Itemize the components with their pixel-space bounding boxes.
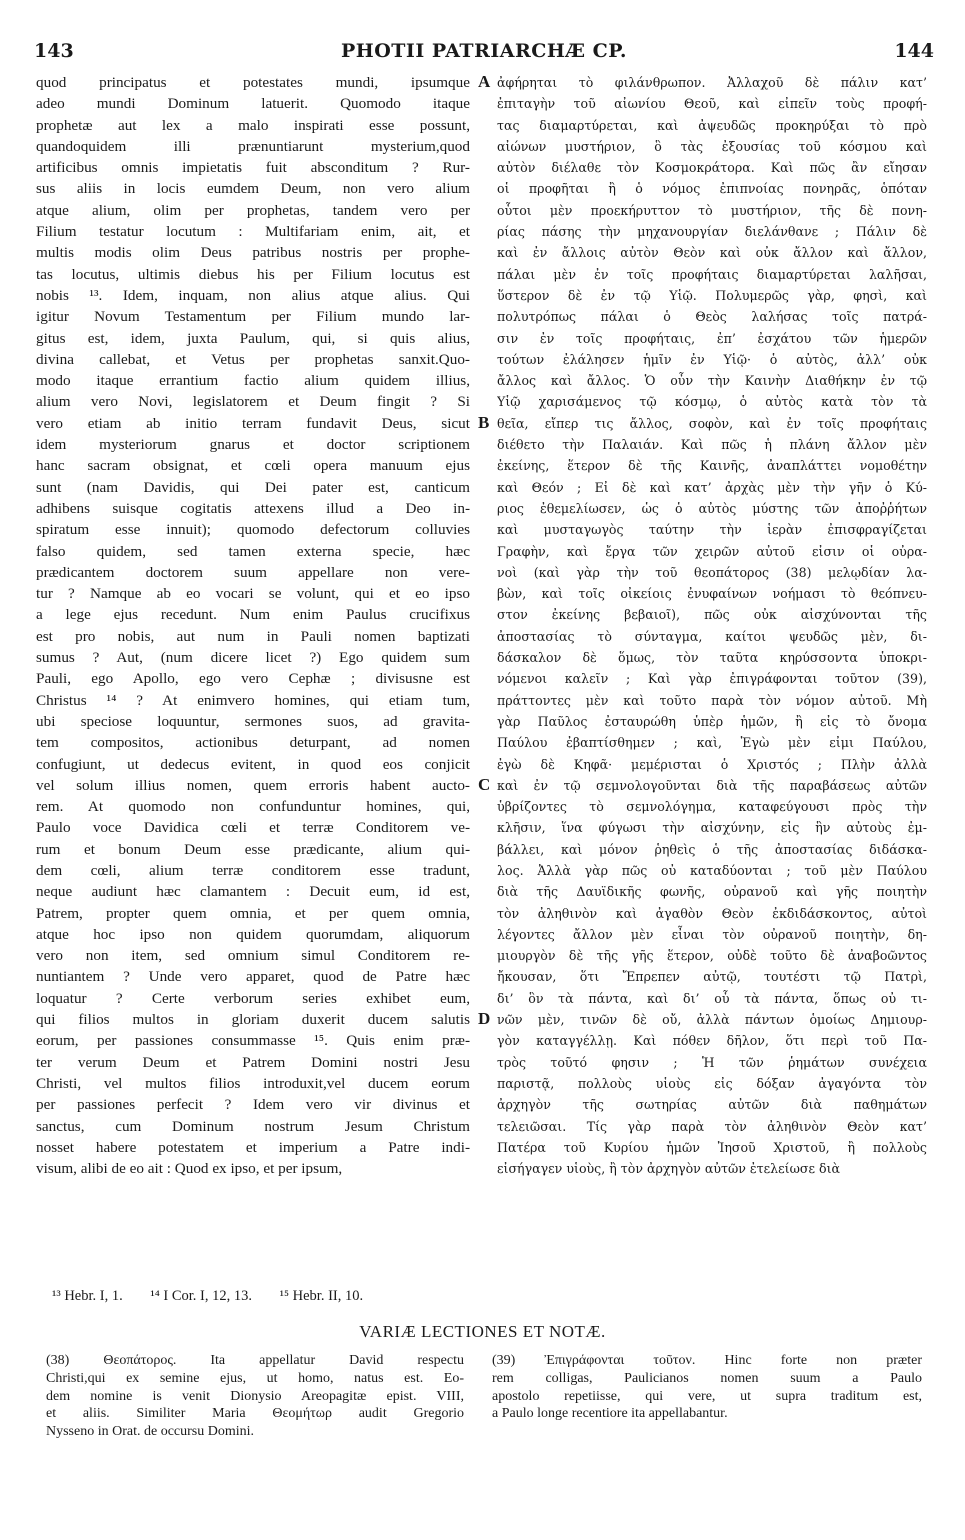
footnote-15: ¹⁵ Hebr. II, 10. bbox=[279, 1288, 364, 1304]
footnote-14: ¹⁴ I Cor. I, 12, 13. bbox=[150, 1288, 252, 1304]
greek-text-line: διέθετο τὴν Παλαιάν. Καὶ πῶς ἡ πλάνη ἄλλον μὲν bbox=[497, 437, 927, 453]
section-marker-b: B bbox=[478, 413, 490, 432]
greek-text-line: αὐτὸν διέλαθε τὸν Κοσμοκράτορα. Καὶ πῶς ἂν εἴησαν bbox=[497, 160, 927, 176]
section-marker-c: C bbox=[478, 775, 491, 794]
greek-text-line: ἀποστασίας τὸ σύνταγμα, καίτοι ψευδῶς μὲν, δι- bbox=[497, 628, 927, 644]
latin-text-line: falso quidem, sed tamen externa specie, hæc bbox=[36, 542, 470, 560]
latin-text-line: ubi speciose loquuntur, sermones suos, ad gravita- bbox=[36, 712, 470, 730]
note-text-line: (39) Ἐπιγράφονται τοῦτον. Hinc forte non præter bbox=[492, 1353, 922, 1368]
latin-text-line: prædicantem doctorem suum appellare non vere- bbox=[36, 563, 470, 581]
greek-text-line: τούτων ἐλάλησεν ἡμῖν ἐν Υἱῷ· ὁ αὐτὸς, ἀλλ’ οὐκ bbox=[497, 351, 927, 367]
greek-text-line: ρίας πάσης τὴν μηχανουργίαν διελάνθανε ; Πάλιν δὲ bbox=[497, 224, 927, 240]
greek-text-line: Παύλου ἐβαπτίσθημεν ; καὶ, Ἐγὼ μὲν εἰμι Παύλου, bbox=[497, 735, 927, 751]
greek-text-line: εἰσήγαγεν υἱοὺς, ἢ τὸν ἀρχηγὸν αὐτῶν ἐτελείωσε διὰ bbox=[497, 1161, 841, 1177]
latin-text-line: Pauli, ego Apollo, ego vero Cephæ ; divisusne est bbox=[36, 670, 470, 688]
greek-text-line: ριος ἐθεμελίωσεν, ὡς ὁ αὐτὸς μύστης τῶν ἀποῤῥήτων bbox=[497, 500, 927, 516]
greek-text-line: ἀφήρηται τὸ φιλάνθρωπον. Ἀλλαχοῦ δὲ πάλιν κατ’ bbox=[497, 75, 927, 90]
latin-text-line: idem mysteriorum gnarus et doctor scriptionem bbox=[36, 436, 470, 454]
greek-text-line: ἐγὼ δὲ Κηφᾶ· μεμέρισται ὁ Χριστός ; Πλὴν ἀλλὰ bbox=[497, 756, 927, 772]
latin-text-line: artificibus omnis impietatis fuit absconditum ? Rur- bbox=[36, 159, 470, 177]
latin-text-line: Filium testatur locutum : Multifariam enim, ait, et bbox=[36, 223, 470, 241]
latin-text-line: Christus ¹⁴ ? At enimvero homines, qui etiam tum, bbox=[36, 691, 470, 709]
greek-column bbox=[497, 72, 927, 1179]
greek-text-line: νοὶ (καὶ γὰρ τὴν τοῦ θεοπάτορος (38) μελῳδίαν λα- bbox=[497, 564, 927, 580]
page-number-left: 143 bbox=[34, 40, 74, 62]
greek-text-line: σιν ἐν τοῖς προφήταις, ἐπ’ ἐσχάτου τῶν ἡμερῶν bbox=[497, 330, 927, 346]
latin-text-line: hanc sacram obsignat, et cœli opera manuum ejus bbox=[36, 457, 470, 475]
greek-text-line: ὑβρίζοντες τὸ σεμνολόγημα, καταφεύγουσι πρὸς τὴν bbox=[497, 799, 927, 815]
greek-text-line: βὼν, καὶ τοῖς οἰκείοις ἐνυφαίνων νοήμασι τὸ θεόπνευ- bbox=[497, 586, 927, 602]
note-text-line: rem colligas, Paulicianos nomen suum a Paulo bbox=[492, 1370, 922, 1386]
latin-text-line: tas locutus, ultimis diebus his per Filium locutus est bbox=[36, 265, 470, 283]
latin-text-line: sunt (nam Davidis, qui Dei pater est, canticum bbox=[36, 478, 470, 496]
greek-text-line: τελειῶσαι. Τίς γὰρ παρὰ τὸν ἀληθινὸν Θεὸν κατ’ bbox=[497, 1118, 927, 1134]
section-marker-d: D bbox=[478, 1009, 491, 1028]
latin-text-line: Paulo voce Davidica cœli et terræ Conditorem ve- bbox=[36, 819, 470, 837]
greek-text-line: ἀρχηγὸν τῆς σωτηρίας αὐτῶν διὰ παθημάτων bbox=[497, 1097, 927, 1113]
greek-text-line: αἰώνων μυστήριον, ὃ τὰς ἐξουσίας τοῦ κόσμου καὶ bbox=[497, 138, 927, 154]
greek-text-line: νόμενοι καλεῖν ; Καὶ γὰρ ἐπιγράφονται τοῦτον (39), bbox=[497, 671, 927, 687]
latin-text-line: gitus est, idem, juxta Paulum, qui, si quis alius, bbox=[36, 329, 470, 347]
latin-text-line: modo itaque errantium factio alium quidem illius, bbox=[36, 372, 470, 390]
latin-text-line: qui filios multos in gloriam duxerit ducem salutis bbox=[36, 1011, 470, 1029]
notes-heading: VARIÆ LECTIONES ET NOTÆ. bbox=[359, 1322, 606, 1341]
latin-text-line: sumus ? Aut, (num dicere licet ?) Ego quidem sum bbox=[36, 649, 470, 667]
greek-text-line: ἤκουσαν, ὅτι Ἔπρεπεν αὐτῷ, τουτέστι τῷ Πατρὶ, bbox=[497, 969, 927, 985]
greek-text-line: πάλαι μὲν ἐν τοῖς προφήταις διαμαρτύρεται λαλῆσαι, bbox=[497, 266, 927, 282]
greek-text-line: ἐπιταγὴν τοῦ αἰωνίου Θεοῦ, καὶ εἰπεῖν τοὺς προφή- bbox=[497, 96, 927, 112]
note-text-line: et aliis. Similiter Maria Θεομήτωρ audit Gregorio bbox=[46, 1406, 464, 1422]
latin-text-line: vero non item, sed omnium simul Conditorem re- bbox=[36, 947, 470, 965]
latin-text-line: dem cœli, alium terræ conditorem esse tradunt, bbox=[36, 861, 470, 879]
greek-text-line: λέγοντες ἄλλον μὲν εἶναι τὸν οὐρανοῦ ποιητὴν, δη- bbox=[497, 926, 927, 942]
note-text-line: dem nomine is venit Dionysio Areopagitæ epist. VIII, bbox=[46, 1388, 464, 1404]
greek-text-line: δάσκαλον δὲ ὅμως, τὸν ταῦτα κηρύσσοντα ὑποκρι- bbox=[497, 650, 927, 666]
latin-text-line: adeo mundi Dominum latuerit. Quomodo itaque bbox=[36, 95, 470, 113]
latin-text-line: quod principatus et potestates mundi, ipsumque bbox=[36, 74, 470, 91]
footnote-13: ¹³ Hebr. I, 1. bbox=[52, 1288, 123, 1304]
greek-text-line: κλῆσιν, ἵνα φύγωσι τὴν αἰσχύνην, εἰς ἣν αὐτοὺς ἐμ- bbox=[497, 820, 927, 836]
greek-text-line: καὶ ἐν ἄλλοις αὐτὸν Θεὸν καὶ οὐκ ἄλλον καὶ ἄλλον, bbox=[497, 245, 927, 261]
greek-text-line: ἄλλος καὶ ἄλλος. Ὁ οὖν τὴν Καινὴν Διαθήκην ἐν τῷ bbox=[497, 373, 927, 389]
greek-text-line: Υἱῷ χαρισάμενος τῷ κόσμῳ, ὁ αὐτὸς κατὰ τὸν τὰ bbox=[497, 394, 927, 410]
greek-text-line: μιουργὸν δὲ τῆς γῆς ἕτερον, οὐδὲ τοῦτο δὲ ἀναβοῶντος bbox=[497, 948, 927, 964]
latin-text-line: adhibens suisque cogitatis attexens illud a Deo in- bbox=[36, 499, 470, 517]
latin-text-line: Christi, vel multos filios introduxit,vel ducem eorum bbox=[36, 1074, 470, 1092]
latin-text-line: confugiunt, ut dedecus evitent, in quod eos conjicit bbox=[36, 755, 470, 773]
greek-text-line: τὸν ἀληθινὸν καὶ ἀγαθὸν Θεὸν ἐκδιδάσκοντος, αὐτοὶ bbox=[497, 905, 927, 921]
latin-text-line: spiratum esse innuit); quomodo defectorum colluvies bbox=[36, 521, 470, 539]
latin-text-line: sanctus, cum Dominum nostrum Jesum Christum bbox=[36, 1117, 470, 1135]
latin-text-line: a lege ejus recedunt. Num enim Paulus crucifixus bbox=[36, 606, 470, 624]
greek-text-line: παριστᾷ, πολλοὺς υἱοὺς εἰς δόξαν ἀγαγόντα τὸν bbox=[497, 1075, 927, 1091]
section-marker-a: A bbox=[478, 72, 491, 91]
latin-text-line: rem. At quomodo non confunduntur homines, qui, bbox=[36, 798, 470, 816]
note-39 bbox=[492, 1352, 922, 1423]
latin-text-line: eorum, per passiones consummasse ¹⁵. Quis enim præ- bbox=[36, 1032, 470, 1050]
note-38 bbox=[46, 1352, 464, 1441]
latin-text-line: ter verum Deum et Patrem Domini nostri Jesu bbox=[36, 1053, 470, 1071]
latin-text-line: nuntiantem ? Unde vero apparet, quod de Patre hæc bbox=[36, 968, 470, 986]
latin-text-line: alium vero Novi, legislatorem et Deum fingit ? Si bbox=[36, 393, 470, 411]
latin-text-line: est pro nobis, aut num in Pauli nomen baptizati bbox=[36, 627, 470, 645]
latin-text-line: loquatur ? Certe verborum series exhibet eum, bbox=[36, 989, 470, 1007]
latin-text-line: tem compositos, actionibus deturpant, ad nomen bbox=[36, 734, 470, 752]
greek-text-line: τας διαμαρτύρεται, καὶ ἀψευδῶς προκηρύξαι τὸ πρὸ bbox=[497, 117, 927, 133]
latin-text-line: divina callebat, et Vetus per prophetas sanxit.Quo- bbox=[36, 350, 470, 368]
latin-text-line: vel solum illius nomen, quem erroris habent aucto- bbox=[36, 776, 470, 794]
note-text-line: a Paulo longe recentiore ita appellabantur. bbox=[492, 1406, 728, 1422]
note-text-line: Nysseno in Orat. de occursu Domini. bbox=[46, 1424, 255, 1440]
greek-text-line: πράττοντες μὲν καὶ τοῦτο παρὰ τὸν νόμον αὐτοῦ. Μὴ bbox=[497, 692, 927, 708]
greek-text-line: γὸν καταγγέλλῃ. Καὶ πόθεν δῆλον, ὅτι περὶ τοῦ Πα- bbox=[497, 1033, 927, 1049]
latin-text-line: per passiones perfecit ? Idem vero vir divinus et bbox=[36, 1096, 470, 1114]
latin-text-line: vero etiam ab initio terram fundavit Deus, sicut bbox=[36, 414, 470, 432]
greek-text-line: γὰρ Παῦλος ἐσταυρώθη ὑπὲρ ἡμῶν, ἢ εἰς τὸ ὄνομα bbox=[497, 713, 927, 729]
greek-text-line: ὕστερον δὲ ἐν τῷ Υἱῷ. Πολυμερῶς γὰρ, φησὶ, καὶ bbox=[497, 287, 927, 303]
latin-text-line: quandoquidem illi prænuntiarunt mysterium,quod bbox=[36, 137, 470, 155]
page-header bbox=[34, 40, 934, 66]
running-title: PHOTII PATRIARCHÆ CP. bbox=[341, 40, 627, 62]
note-text-line: Christi,qui ex semine ejus, ut homo, natus est. Eo- bbox=[46, 1370, 464, 1386]
greek-text-line: ἐκείνης, ἕτερον δὲ τῆς Καινῆς, ἀναπλάττει νομοθέτην bbox=[497, 458, 927, 474]
latin-text-line: atque alium, olim per prophetas, tandem vero per bbox=[36, 201, 470, 219]
note-text-line: apostolo repetiisse, qui vere, ut supra traditum est, bbox=[492, 1388, 922, 1404]
latin-text-line: rum et bonum Deum esse prædicante, alium qui- bbox=[36, 840, 470, 858]
greek-text-line: καὶ ἐν τῷ σεμνολογοῦνται διὰ τῆς παραβάσεως αὐτῶν bbox=[497, 777, 927, 793]
greek-text-line: νῶν μὲν, τινῶν δὲ οὔ, ἀλλὰ πάντων ὁμοίως Δημιουρ- bbox=[497, 1012, 927, 1028]
latin-text-line: prophetæ aut lex a malo inspirati esse possunt, bbox=[36, 116, 470, 134]
greek-text-line: στον ἐκείνης βεβαιοῖ), πῶς οὐκ αἰσχύνονται τῆς bbox=[497, 607, 927, 623]
latin-text-line: nobis ¹³. Idem, inquam, non alius atque alius. Qui bbox=[36, 286, 470, 304]
footnotes bbox=[52, 1288, 387, 1305]
greek-text-line: δι’ ὃν τὰ πάντα, καὶ δι’ οὗ τὰ πάντα, ὅπως οὐ τι- bbox=[497, 990, 927, 1006]
greek-text-line: καὶ μυσταγωγὸς ταύτην τὴν ἱερὰν ἐπισφραγίζεται bbox=[497, 522, 927, 538]
page-number-right: 144 bbox=[894, 40, 934, 62]
greek-text-line: καὶ Θεόν ; Εἰ δὲ καὶ κατ’ ἀρχὰς μὲν τὴν γῆν ὁ Κύ- bbox=[497, 479, 927, 495]
greek-text-line: οἱ προφῆται ἢ ὁ νόμος ἐπιπνοίας πονηρᾶς, ὁπόταν bbox=[497, 181, 927, 197]
greek-text-line: θεῖα, εἴπερ τις ἄλλος, σοφὸν, καὶ ἐν τοῖς προφήταις bbox=[497, 415, 927, 431]
greek-text-line: βάλλει, καὶ μόνον ῥηθεὶς ὁ τῆς ἀποστασίας διδάσκα- bbox=[497, 841, 927, 857]
greek-text-line: τρὸς τοῦτό φησιν ; Ἡ τῶν ῥημάτων συνέχεια bbox=[497, 1054, 927, 1070]
latin-text-line: multis modis olim Deus patribus nostris per prophe- bbox=[36, 244, 470, 262]
latin-text-line: igitur Novum Testamentum per Filium mundo lar- bbox=[36, 308, 470, 326]
latin-text-line: atque hoc ipso non quidem quorumdam, aliquorum bbox=[36, 925, 470, 943]
latin-text-line: neque audiunt hæc clamantem : Decuit eum, id est, bbox=[36, 883, 470, 901]
latin-column bbox=[36, 72, 470, 1179]
note-text-line: (38) Θεοπάτορος. Ita appellatur David respectu bbox=[46, 1353, 464, 1368]
latin-text-line: visum, alibi de eo ait : Quod ex ipso, et per ipsum, bbox=[36, 1160, 343, 1178]
latin-text-line: tur ? Namque ab eo vocari se volunt, qui et eo ipso bbox=[36, 585, 470, 603]
latin-text-line: Patrem, propter quem omnia, et per quem omnia, bbox=[36, 904, 470, 922]
greek-text-line: Γραφὴν, καὶ ἔργα τῶν χειρῶν αὐτοῦ εἰσιν οἱ οὐρα- bbox=[497, 543, 927, 559]
greek-text-line: οὗτοι μὲν προεκήρυττον τὸ μυστήριον, τῆς δὲ πονη- bbox=[497, 202, 927, 218]
greek-text-line: Πατέρα τοῦ Κυρίου ἡμῶν Ἰησοῦ Χριστοῦ, ἢ πολλοὺς bbox=[497, 1139, 927, 1155]
greek-text-line: πολυτρόπως πάλαι ὁ Θεὸς λαλήσας τοῖς πατρά- bbox=[497, 309, 927, 325]
latin-text-line: sus aliis in locis eumdem Deum, non vero alium bbox=[36, 180, 470, 198]
greek-text-line: διὰ τῆς Δαυϊδικῆς φωνῆς, οὐρανοῦ καὶ γῆς ποιητὴν bbox=[497, 884, 927, 900]
latin-text-line: nosset habere potestatem et imperium a Patre indi- bbox=[36, 1138, 470, 1156]
greek-text-line: λος. Ἀλλὰ γὰρ πῶς οὐ καταδύονται ; τοῦ μὲν Παύλου bbox=[497, 862, 927, 878]
